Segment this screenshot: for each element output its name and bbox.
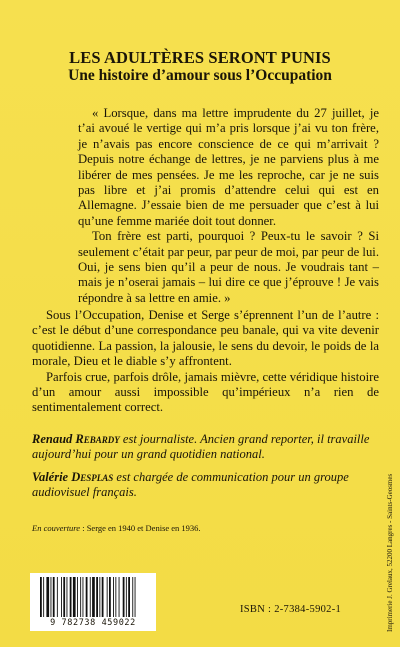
book-subtitle: Une histoire d’amour sous l’Occupation [68, 67, 332, 84]
author-last-name: Desplas [71, 470, 114, 484]
isbn: ISBN : 2-7384-5902-1 [240, 604, 342, 615]
barcode-digits: 9 782738 459022 [50, 618, 136, 628]
blurb-paragraph-2: Parfois crue, parfois drôle, jamais mièvre, cette véridique histoire d’un amour aussi impossible qu’impérieux n’a rien de sentimentalement correct. [32, 369, 379, 415]
quote-paragraph-1: « Lorsque, dans ma lettre imprudente du 27 juillet, je t’ai avoué le vertige qui m’a pris lorsque j’ai vu ton frère, je n’avais pas encore conscience de ce qui m’arrivait ? Depuis notre échange de lettres, je ne parviens plus à me libérer de mes pensées. Je me les reproche, car je ne suis pas libre et j’ai promis d’attendre celui qui est en Allemagne. J’essaie bien de me persuader que c’est à lui qu’une femme mariée doit tout donner. [78, 106, 379, 228]
author-bio-2 [32, 470, 379, 501]
author-bio-1 [32, 432, 379, 463]
author-first-name: Valérie [32, 470, 69, 484]
printer-credit: Imprimerie J. Grelaux, 52200 Langres - Saints-Geosmes [386, 473, 394, 632]
barcode [30, 573, 156, 631]
author-bio-text: est chargée de communication pour un groupe audiovisuel français. [32, 470, 349, 500]
book-title: LES ADULTÈRES SERONT PUNIS [69, 48, 331, 67]
blurb [32, 308, 379, 416]
quote-paragraph-2: Ton frère est parti, pourquoi ? Peux-tu le savoir ? Si seulement c’était par peur, par peur de moi, par peur de lui. Oui, je sens bien qu’il a peur de nous. Je voudrais tant – mais je n’oserai jamais – lui dire ce que j’éprouve ! Je vais répondre à sa lettre en amie. » [78, 229, 379, 305]
author-last-name: Rebardy [75, 432, 120, 446]
cover-credit-text: : Serge en 1940 et Denise en 1936. [80, 523, 201, 533]
author-bio-text: est journaliste. Ancien grand reporter, il travaille aujourd’hui pour un grand quotidien national. [32, 432, 370, 462]
excerpt-quote [78, 106, 379, 306]
author-first-name: Renaud [32, 432, 73, 446]
cover-credit-label: En couverture [32, 523, 81, 533]
barcode-bars [38, 577, 150, 617]
cover-credit [32, 523, 372, 534]
blurb-paragraph-1: Sous l’Occupation, Denise et Serge s’éprennent l’un de l’autre : c’est le début d’une correspondance peu banale, qui va vite devenir quotidienne. La passion, la jalousie, le sens du devoir, le poids de la morale, Dieu et le diable s’y affrontent. [32, 308, 379, 369]
